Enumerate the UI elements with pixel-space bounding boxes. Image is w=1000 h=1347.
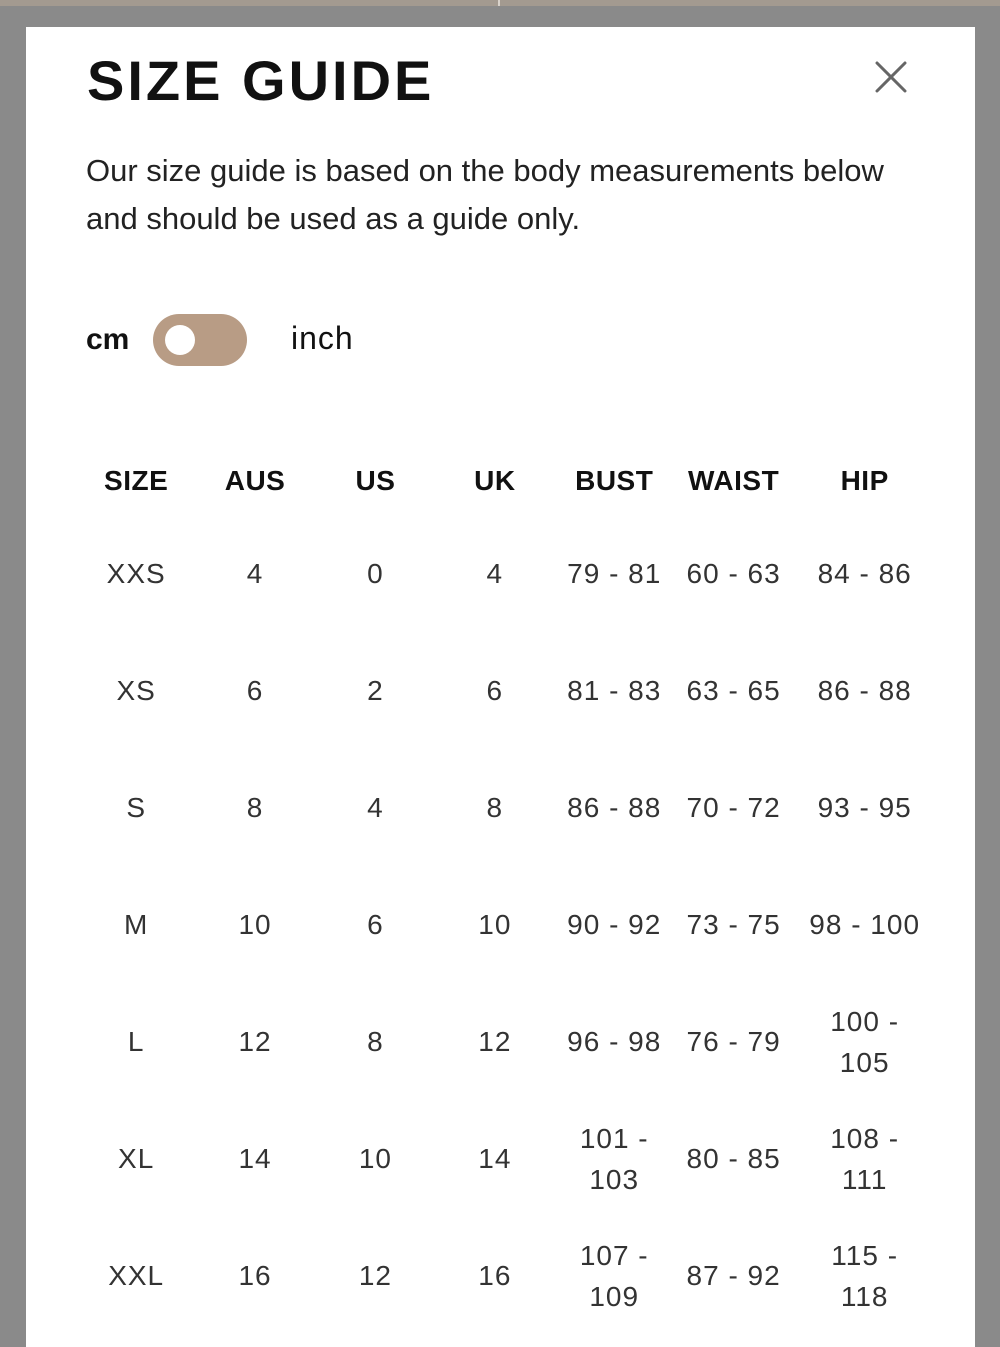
unit-switcher — [86, 314, 486, 366]
cell-us: 8 — [367, 1026, 384, 1057]
cell-waist: 70 - 72 — [686, 792, 781, 823]
cell-hip: 93 - 95 — [817, 792, 912, 823]
modal-description: Our size guide is based on the body measurements below and should be used as a guide only. — [86, 153, 884, 236]
modal-title: SIZE GUIDE — [87, 49, 435, 112]
cell-uk: 16 — [478, 1260, 512, 1291]
cell-us: 12 — [358, 1260, 393, 1291]
header-uk: UK — [474, 465, 516, 496]
cell-waist: 73 - 75 — [686, 909, 781, 940]
toggle-knob — [165, 325, 195, 355]
backdrop-divider — [498, 0, 500, 6]
cell-bust: 81 - 83 — [567, 675, 662, 706]
cell-aus: 10 — [238, 909, 272, 940]
cell-aus: 16 — [238, 1260, 272, 1291]
cell-bust: 79 - 81 — [567, 558, 662, 589]
cell-bust: 90 - 92 — [567, 909, 662, 940]
header-hip: HIP — [840, 465, 889, 496]
cell-uk: 10 — [478, 909, 512, 940]
table-row — [78, 866, 936, 983]
table-header-row — [78, 447, 936, 515]
cell-uk: 4 — [486, 558, 504, 589]
cell-aus: 12 — [238, 1026, 272, 1057]
close-button[interactable] — [869, 55, 913, 99]
header-size: SIZE — [104, 465, 169, 496]
cell-uk: 12 — [478, 1026, 512, 1057]
cell-us: 4 — [367, 792, 384, 823]
cell-size: S — [126, 792, 147, 823]
close-icon — [869, 55, 913, 99]
cell-size: M — [124, 909, 149, 940]
cell-size: XS — [116, 675, 156, 706]
cell-size: XXS — [106, 558, 166, 589]
cell-uk: 6 — [486, 675, 504, 706]
header-waist: WAIST — [688, 465, 780, 496]
unit-label-inch[interactable]: inch — [291, 320, 354, 356]
cell-aus: 6 — [246, 675, 264, 706]
cell-hip: 100 - 105 — [830, 1005, 900, 1078]
size-guide-modal — [26, 27, 975, 1347]
cell-size: XL — [118, 1143, 155, 1174]
cell-hip: 84 - 86 — [817, 558, 912, 589]
cell-bust: 107 - 109 — [579, 1239, 649, 1312]
cell-hip: 108 - 111 — [830, 1122, 900, 1195]
header-bust: BUST — [575, 465, 654, 496]
cell-aus: 14 — [238, 1143, 272, 1174]
cell-uk: 8 — [486, 792, 504, 823]
cell-hip: 98 - 100 — [809, 909, 921, 940]
cell-waist: 63 - 65 — [686, 675, 781, 706]
cell-bust: 86 - 88 — [567, 792, 662, 823]
backdrop-strip — [0, 0, 1000, 6]
cell-us: 10 — [358, 1143, 393, 1174]
header-us: US — [355, 465, 396, 496]
table-row — [78, 1100, 936, 1217]
cell-bust: 96 - 98 — [567, 1026, 662, 1057]
cell-hip: 86 - 88 — [817, 675, 912, 706]
cell-size: L — [127, 1026, 145, 1057]
unit-label-cm[interactable]: cm — [86, 323, 130, 356]
table-row — [78, 1217, 936, 1334]
table-row — [78, 749, 936, 866]
unit-toggle[interactable] — [153, 314, 247, 366]
header-aus: AUS — [224, 465, 286, 496]
cell-waist: 87 - 92 — [686, 1260, 781, 1291]
cell-aus: 4 — [246, 558, 264, 589]
size-table — [78, 447, 936, 1334]
table-row — [78, 515, 936, 632]
cell-bust: 101 - 103 — [579, 1122, 649, 1195]
cell-waist: 76 - 79 — [686, 1026, 781, 1057]
table-row — [78, 983, 936, 1100]
table-row — [78, 632, 936, 749]
cell-waist: 80 - 85 — [686, 1143, 781, 1174]
cell-us: 0 — [367, 558, 384, 589]
cell-hip: 115 - 118 — [831, 1239, 899, 1312]
cell-us: 2 — [367, 675, 384, 706]
cell-uk: 14 — [478, 1143, 512, 1174]
cell-aus: 8 — [246, 792, 264, 823]
cell-waist: 60 - 63 — [686, 558, 781, 589]
cell-size: XXL — [108, 1260, 165, 1291]
cell-us: 6 — [367, 909, 384, 940]
